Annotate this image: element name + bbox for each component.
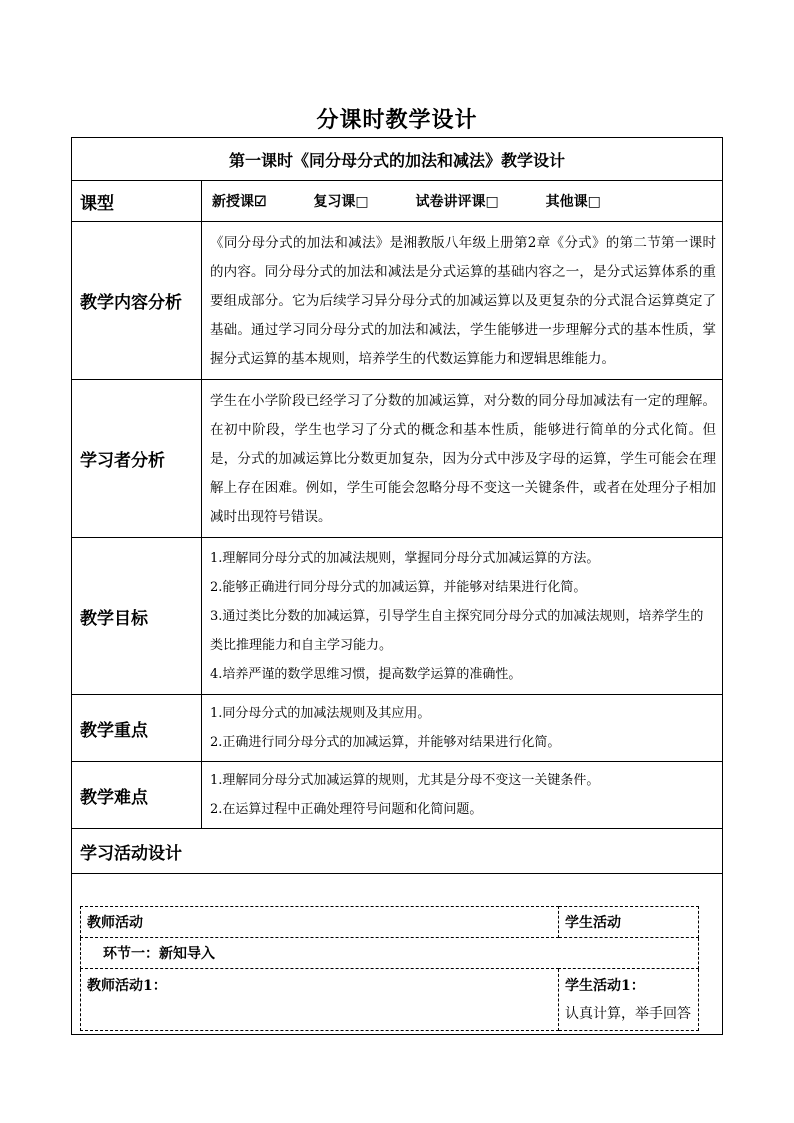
content-analysis-label: 教学内容分析 xyxy=(72,222,202,380)
course-type-new[interactable]: 新授课☑ xyxy=(212,194,267,210)
student-activity-1 xyxy=(559,969,699,1031)
content-analysis-text: 《同分母分式的加法和减法》是湘教版八年级上册第2章《分式》的第二节第一课时的内容。同分母分式的加法和减法是分式运算的基础内容之一，是分式运算体系的重要组成部分。它为后续学习异分母分式的加减运算以及更复杂的分式混合运算奠定了基础。通过学习同分母分式的加法和减法，学生能够进一步理解分式的基本性质，掌握分式运算的基本规则，培养学生的代数运算能力和逻辑思维能力。 xyxy=(202,222,723,380)
objective-item: 1.理解同分母分式的加减法规则，掌握同分母分式加减运算的方法。 xyxy=(210,550,600,566)
lesson-plan-table xyxy=(71,137,723,1035)
course-type-label: 课型 xyxy=(72,181,202,222)
learner-analysis-label: 学习者分析 xyxy=(72,380,202,538)
objectives-list xyxy=(202,538,723,695)
teacher-activity-1: 教师活动1： xyxy=(81,969,559,1031)
objectives-label: 教学目标 xyxy=(72,538,202,695)
activity-design-label: 学习活动设计 xyxy=(72,829,723,874)
objective-item: 4.培养严谨的数学思维习惯，提高数学运算的准确性。 xyxy=(210,666,522,682)
difficulty-item: 2.在运算过程中正确处理符号问题和化简问题。 xyxy=(210,802,483,817)
activity-design-area xyxy=(72,874,723,1035)
document-title: 分课时教学设计 xyxy=(316,107,478,133)
student-activity-1-title: 学生活动1： xyxy=(565,978,645,994)
student-activity-header: 学生活动 xyxy=(559,907,699,938)
key-points-label: 教学重点 xyxy=(72,695,202,762)
difficulties-list xyxy=(202,762,723,829)
course-type-other[interactable]: 其他课□ xyxy=(545,194,601,210)
key-point-item: 2.正确进行同分母分式的加减运算，并能够对结果进行化简。 xyxy=(210,735,561,750)
teacher-activity-header: 教师活动 xyxy=(81,907,559,938)
objective-item: 2.能够正确进行同分母分式的加减运算，并能够对结果进行化简。 xyxy=(210,579,587,595)
key-point-item: 1.同分母分式的加减法规则及其应用。 xyxy=(210,706,431,721)
activity-table xyxy=(80,906,699,1031)
learner-analysis-text: 学生在小学阶段已经学习了分数的加减运算，对分数的同分母加减法有一定的理解。在初中阶段，学生也学习了分式的概念和基本性质，能够进行简单的分式化简。但是，分式的加减运算比分数更加复杂，因为分式中涉及字母的运算，学生可能会在理解上存在困难。例如，学生可能会忽略分母不变这一关键条件，或者在处理分子相加减时出现符号错误。 xyxy=(202,380,723,538)
course-type-options xyxy=(202,181,723,222)
difficulties-label: 教学难点 xyxy=(72,762,202,829)
course-type-test-review[interactable]: 试卷讲评课□ xyxy=(415,194,499,210)
lesson-subtitle: 第一课时《同分母分式的加法和减法》教学设计 xyxy=(72,138,723,181)
difficulty-item: 1.理解同分母分式加减运算的规则，尤其是分母不变这一关键条件。 xyxy=(210,773,600,788)
course-type-review[interactable]: 复习课□ xyxy=(313,194,369,210)
section-1-title: 环节一：新知导入 xyxy=(81,938,699,969)
key-points-list xyxy=(202,695,723,762)
student-activity-1-text: 认真计算，举手回答 xyxy=(565,1006,691,1022)
objective-item: 3.通过类比分数的加减运算，引导学生自主探究同分母分式的加减法规则，培养学生的类比推理能力和自主学习能力。 xyxy=(210,608,704,653)
